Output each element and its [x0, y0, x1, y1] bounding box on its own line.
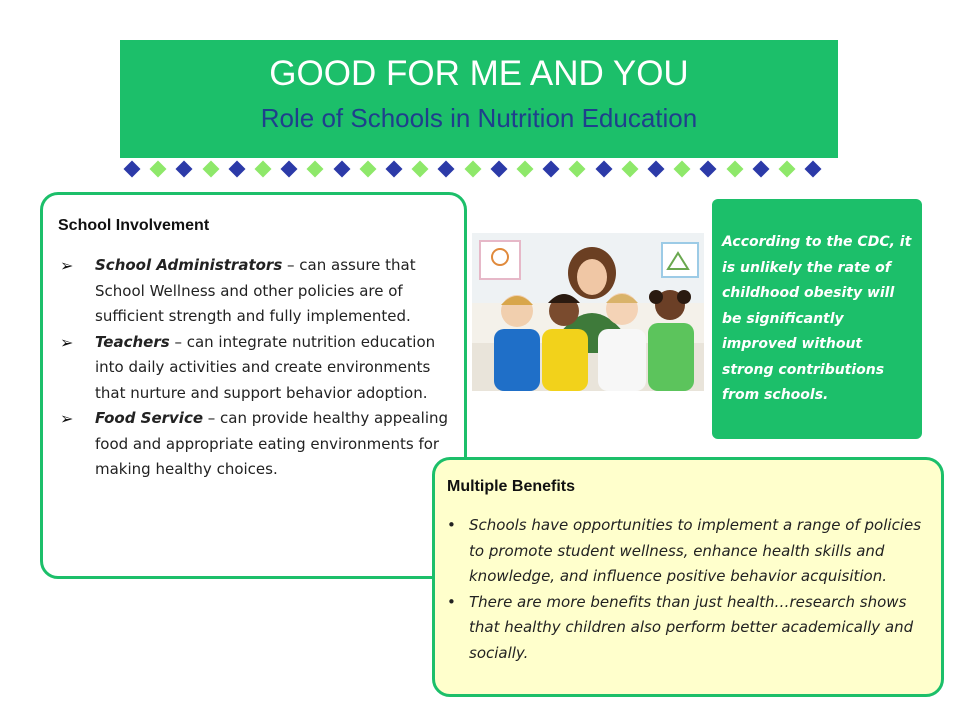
diamond-decoration	[438, 161, 455, 178]
diamond-decoration	[595, 161, 612, 178]
cdc-quote-box	[712, 199, 922, 439]
diamond-decoration	[412, 161, 429, 178]
bullet-icon: •	[447, 516, 456, 534]
diamond-decoration	[726, 161, 743, 178]
role-label: Teachers	[95, 332, 170, 351]
children-with-teacher-illustration	[472, 233, 704, 391]
school-involvement-box	[40, 192, 467, 579]
title-banner	[120, 40, 838, 158]
diamond-decoration	[621, 161, 638, 178]
benefit-text: There are more benefits than just health…research shows that healthy children also perform better academically and socially.	[469, 592, 914, 662]
diamond-border	[120, 160, 838, 184]
role-description: – can integrate nutrition education into daily activities and create environments that nurture and support behavior adoption.	[95, 332, 436, 402]
diamond-decoration	[176, 161, 193, 178]
diamond-decoration	[700, 161, 717, 178]
diamond-decoration	[255, 161, 272, 178]
diamond-decoration	[490, 161, 507, 178]
page-title: GOOD FOR ME AND YOU	[269, 54, 689, 93]
diamond-decoration	[124, 161, 141, 178]
diamond-decoration	[228, 161, 245, 178]
page-subtitle: Role of Schools in Nutrition Education	[260, 103, 698, 133]
cdc-quote: According to the CDC, it is unlikely the rate of childhood obesity will be significantly improved without strong contributions from schools.	[722, 234, 912, 403]
diamond-decoration	[517, 161, 534, 178]
diamond-decoration	[202, 161, 219, 178]
role-description: – can provide healthy appealing food and appropriate eating environments for making healthy choices.	[95, 409, 449, 478]
list-item	[447, 590, 932, 667]
diamond-decoration	[150, 161, 167, 178]
diamond-decoration	[779, 161, 796, 178]
arrow-bullet-icon: ➢	[60, 409, 74, 428]
diamond-decoration	[543, 161, 560, 178]
diamond-decoration	[648, 161, 665, 178]
diamond-decoration	[805, 161, 822, 178]
role-label: Food Service	[95, 409, 204, 427]
diamond-decoration	[464, 161, 481, 178]
classroom-photo	[472, 233, 704, 391]
list-item	[58, 406, 448, 483]
diamond-decoration	[569, 161, 586, 178]
arrow-bullet-icon: ➢	[60, 332, 74, 352]
multiple-benefits-title: Multiple Benefits	[447, 478, 576, 495]
diamond-decoration	[307, 161, 324, 178]
multiple-benefits-list	[447, 513, 932, 666]
multiple-benefits-box	[432, 457, 944, 697]
diamond-decoration	[674, 161, 691, 178]
school-involvement-list	[58, 253, 448, 483]
diamond-decoration	[359, 161, 376, 178]
diamond-decoration	[333, 161, 350, 178]
diamond-decoration	[386, 161, 403, 178]
school-involvement-title: School Involvement	[58, 217, 210, 234]
benefit-text: Schools have opportunities to implement a range of policies to promote student wellness, enhance health skills and knowledge, and influence positive behavior acquisition.	[469, 516, 922, 585]
diamond-decoration	[281, 161, 298, 178]
list-item	[58, 253, 448, 330]
list-item	[447, 513, 932, 590]
diamond-decoration	[752, 161, 769, 178]
role-label: School Administrators	[95, 256, 283, 274]
role-description: – can assure that School Wellness and other policies are of sufficient strength and fully implemented.	[95, 256, 416, 325]
bullet-icon: •	[447, 592, 456, 611]
arrow-bullet-icon: ➢	[60, 256, 74, 275]
list-item	[58, 330, 448, 407]
